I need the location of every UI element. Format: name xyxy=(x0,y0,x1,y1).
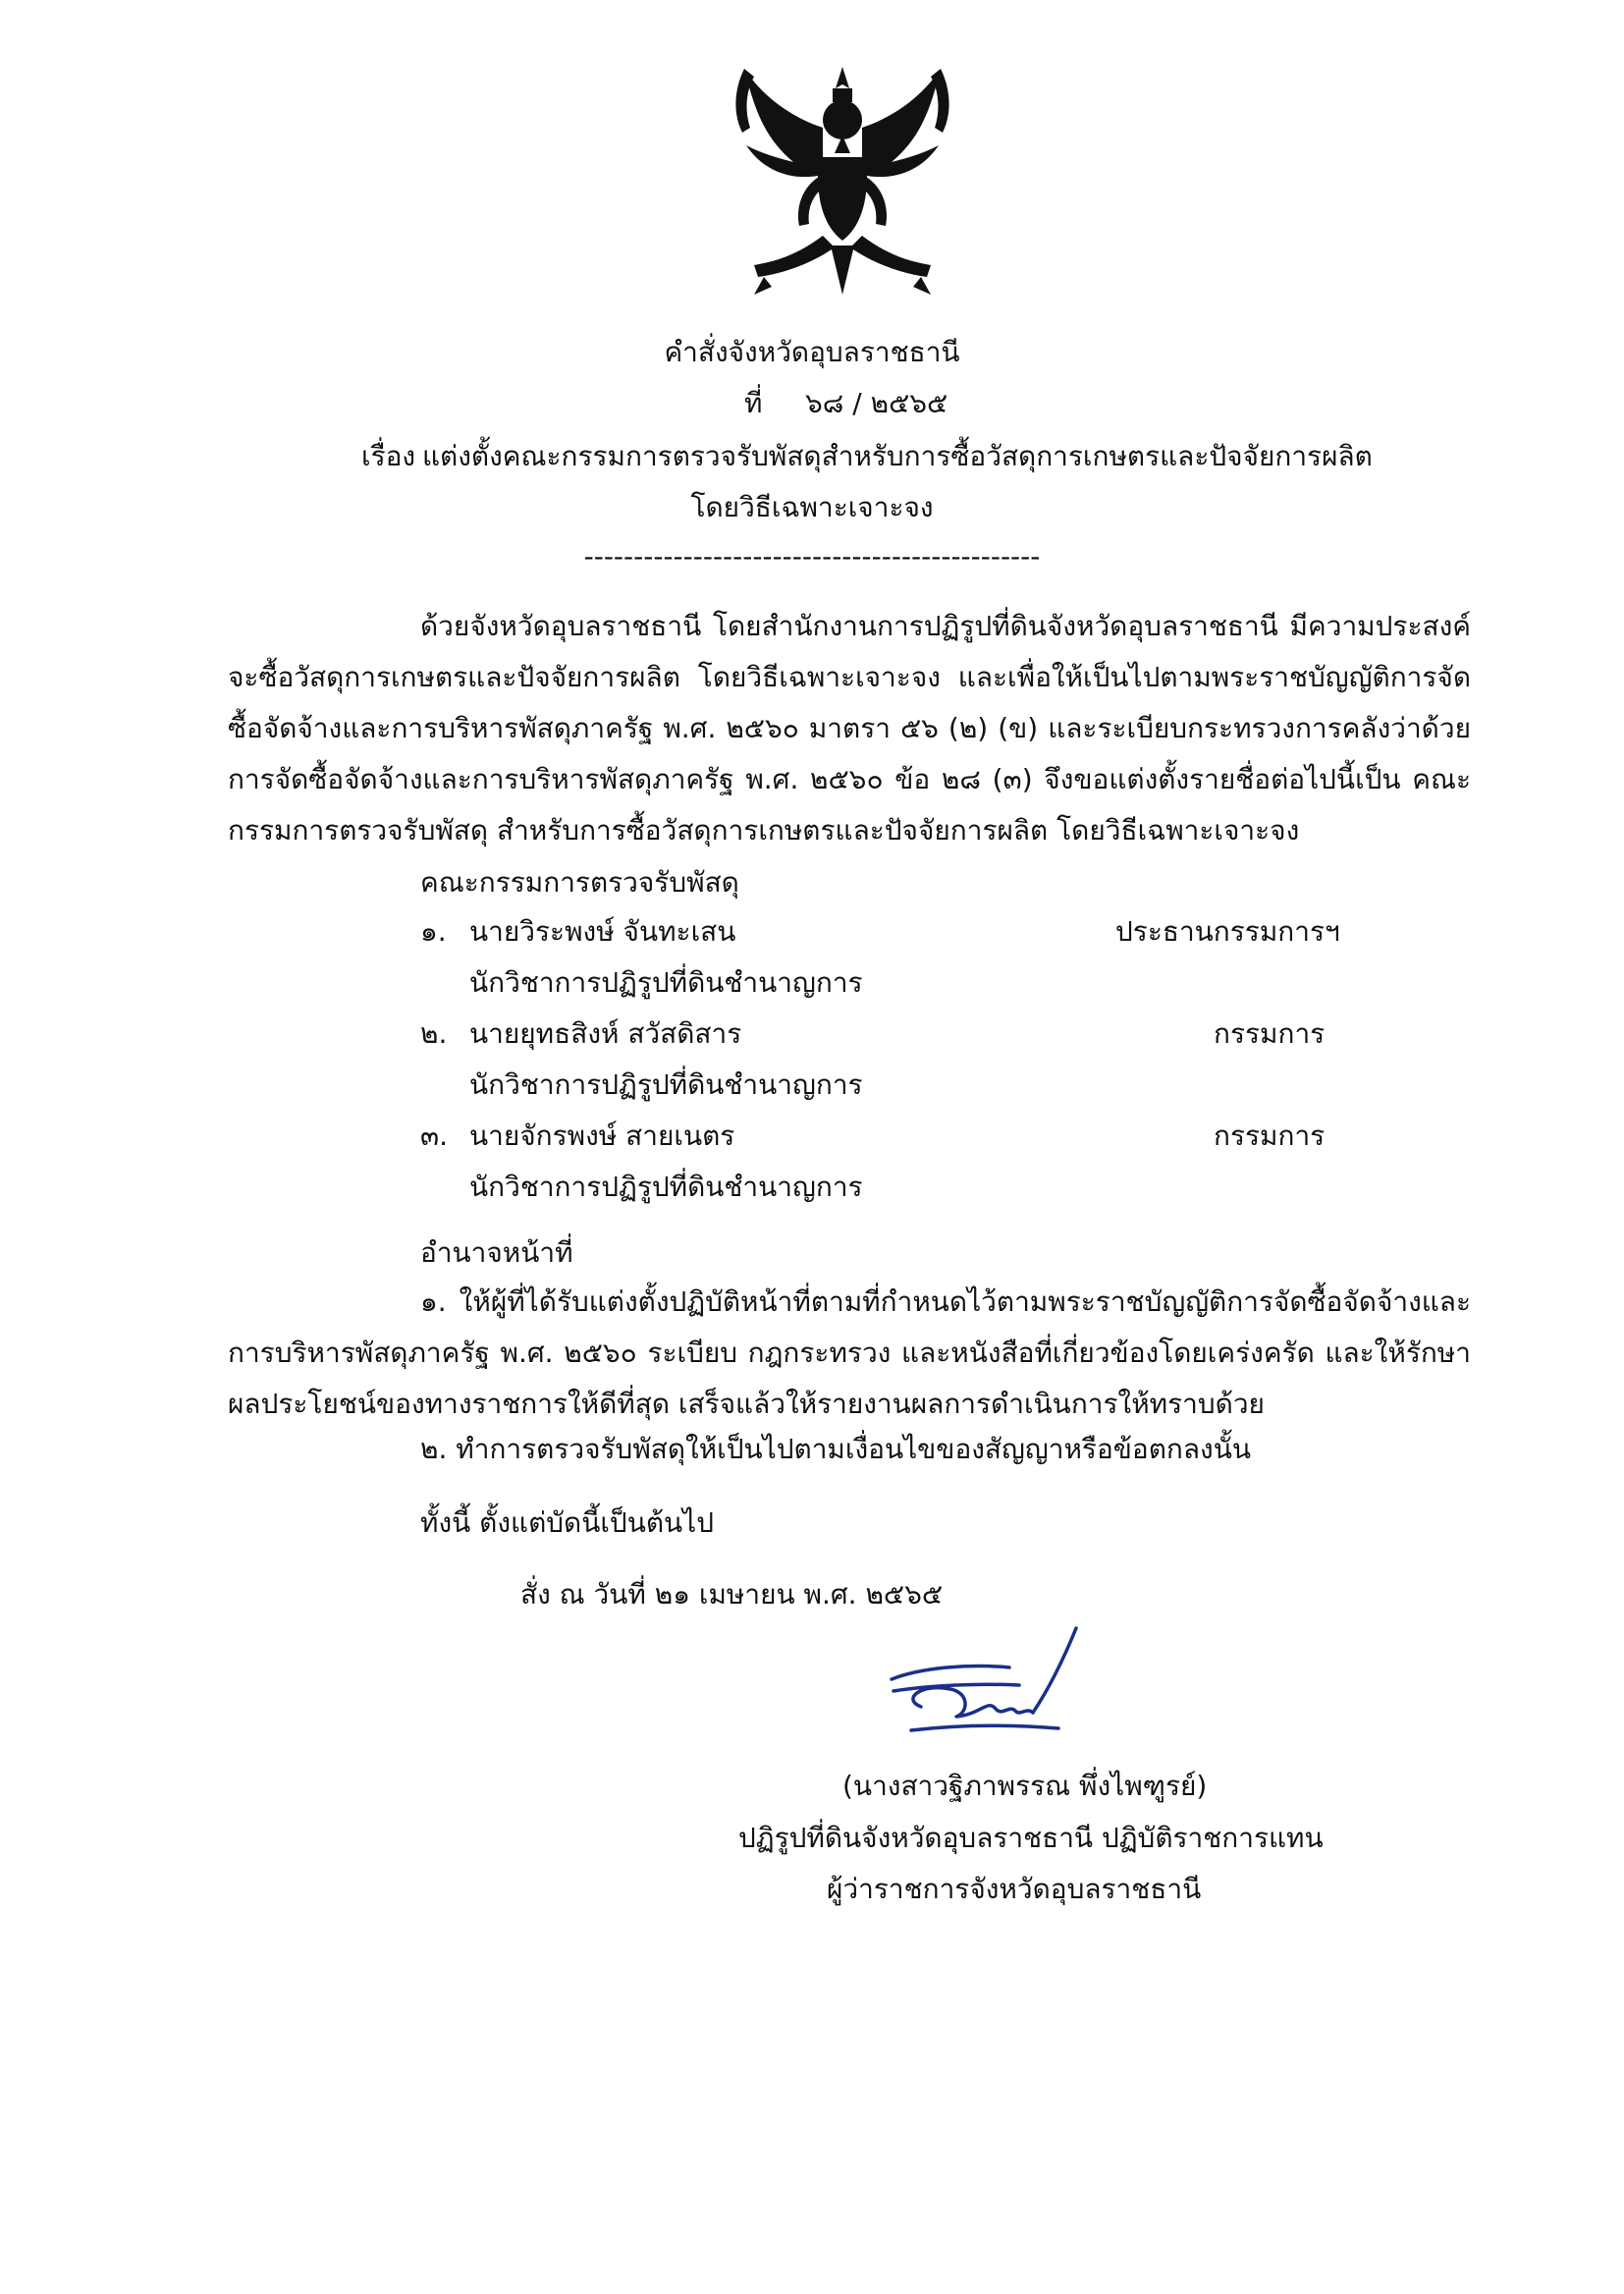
intro-paragraph-text: ด้วยจังหวัดอุบลราชธานี โดยสำนักงานการปฏิรูปที่ดินจังหวัดอุบลราชธานี มีความประสงค์จะซื้อวัสดุการเกษตรและปัจจัยการผลิต โดยวิธีเฉพาะเจาะจง และเพื่อให้เป็นไปตามพระราชบัญญัติการจัดซื้อจัดจ้างและการบริหารพัสดุภาครัฐ พ.ศ. ๒๕๖๐ มาตรา ๕๖ (๒) (ข) และระเบียบกระทรวงการคลังว่าด้วยการจัดซื้อจัดจ้างและการบริหารพัสดุภาครัฐ พ.ศ. ๒๕๖๐ ข้อ ๒๘ (๓) จึงขอแต่งตั้งรายชื่อต่อไปนี้เป็น คณะกรรมการตรวจรับพัสดุ สำหรับการซื้อวัสดุการเกษตรและปัจจัยการผลิต โดยวิธีเฉพาะเจาะจง xyxy=(228,610,1471,847)
order-date: สั่ง ณ วันที่ ๒๑ เมษายน พ.ศ. ๒๕๖๕ xyxy=(520,1578,944,1611)
intro-paragraph xyxy=(228,601,1471,856)
signatory-title-1: ปฏิรูปที่ดินจังหวัดอุบลราชธานี ปฏิบัติราชการแทน xyxy=(738,1822,1324,1854)
member-role: ประธานกรรมการฯ xyxy=(1115,915,1340,948)
member-position: นักวิชาการปฏิรูปที่ดินชำนาญการ xyxy=(469,1171,863,1203)
garuda-emblem-icon xyxy=(725,59,960,304)
duties-heading: อำนาจหน้าที่ xyxy=(420,1236,573,1269)
member-name: นายยุทธสิงห์ สวัสดิสาร xyxy=(469,1017,742,1050)
member-position: นักวิชาการปฏิรูปที่ดินชำนาญการ xyxy=(469,1068,863,1101)
header-separator: ---------------------------------------------- xyxy=(583,540,1041,573)
signatory-name: (นางสาวฐิภาพรรณ พึ่งไพฑูรย์) xyxy=(842,1770,1208,1802)
member-role: กรรมการ xyxy=(1214,1120,1326,1152)
subject-line-1: แต่งตั้งคณะกรรมการตรวจรับพัสดุสำหรับการซื้อวัสดุการเกษตรและปัจจัยการผลิต xyxy=(422,440,1373,472)
duty-item-2: ๒. ทำการตรวจรับพัสดุให้เป็นไปตามเงื่อนไขของสัญญาหรือข้อตกลงนั้น xyxy=(420,1433,1251,1465)
member-number: ๓. xyxy=(420,1120,449,1152)
member-name: นายจักรพงษ์ สายเนตร xyxy=(469,1120,735,1152)
subject-label: เรื่อง xyxy=(361,440,416,472)
order-title: คำสั่งจังหวัดอุบลราชธานี xyxy=(664,336,960,368)
subject-line-2: โดยวิธีเฉพาะเจาะจง xyxy=(690,491,934,523)
member-role: กรรมการ xyxy=(1214,1017,1326,1050)
order-number-value: ๖๘ / ๒๕๖๕ xyxy=(805,387,948,419)
signatory-title-2: ผู้ว่าราชการจังหวัดอุบลราชธานี xyxy=(827,1873,1202,1905)
member-position: นักวิชาการปฏิรูปที่ดินชำนาญการ xyxy=(469,966,863,999)
order-number-label: ที่ xyxy=(744,387,763,419)
member-number: ๒. xyxy=(420,1017,448,1050)
signature-image xyxy=(862,1620,1098,1758)
member-name: นายวิระพงษ์ จันทะเสน xyxy=(469,915,736,948)
member-number: ๑. xyxy=(420,915,447,948)
duty-item-1 xyxy=(228,1277,1471,1430)
duty-item-1-text: ๑. ให้ผู้ที่ได้รับแต่งตั้งปฏิบัติหน้าที่ตามที่กำหนดไว้ตามพระราชบัญญัติการจัดซื้อจัดจ้างและการบริหารพัสดุภาครัฐ พ.ศ. ๒๕๖๐ ระเบียบ กฎกระทรวง และหนังสือที่เกี่ยวข้องโดยเคร่งครัด และให้รักษาผลประโยชน์ของทางราชการให้ดีที่สุด เสร็จแล้วให้รายงานผลการดำเนินการให้ทราบด้วย xyxy=(228,1285,1471,1420)
effective-statement: ทั้งนี้ ตั้งแต่บัดนี้เป็นต้นไป xyxy=(420,1506,715,1539)
committee-heading: คณะกรรมการตรวจรับพัสดุ xyxy=(420,866,739,899)
